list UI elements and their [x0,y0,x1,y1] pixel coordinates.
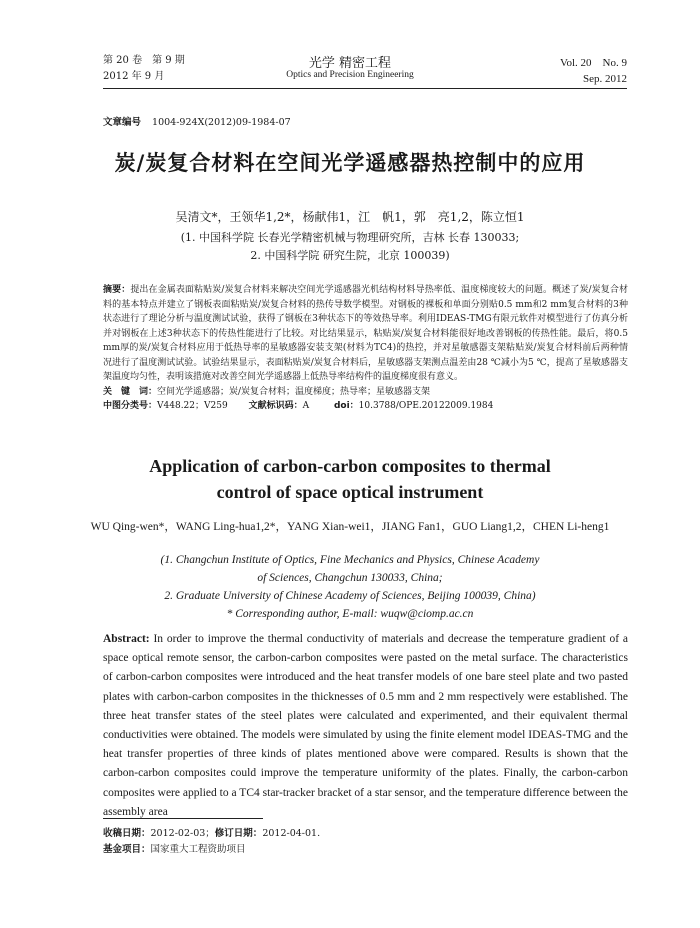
journal-name-en: Optics and Precision Engineering [286,70,414,80]
abstract-en [103,630,628,822]
affiliation-en-1: (1. Changchun Institute of Optics, Fine Mechanics and Physics, Chinese Academy [160,554,540,566]
header-vol-no: Vol. 20 No. 9 [559,57,627,69]
abstract-en-label: Abstract: [103,633,150,645]
journal-name-cn: 光学 精密工程 [308,56,392,71]
affiliation-en-2: 2. Graduate University of Chinese Academy of Sciences, Beijing 100039, China) [164,590,536,602]
article-number-value: 1004-924X(2012)09-1984-07 [152,117,291,128]
abstract-en-text: In order to improve the thermal conductivity of materials and decrease the temperature gradient of a space optical remote sensor, the carbon-carbon composites were pasted on the metal surface. The characteristics of carbon-carbon composites were introduced and the heat transfer models of one bare steel plate and two pasted plates with carbon-carbon composites in the thicknesses of 0.5 mm and 2 mm respectively were established. The three heat transfer states of the steel plates were calculated and experimented, and their equivalent thermal conductivities were obtained. The models were simulated by using the finite element model IDEAS-TMG and the heat transfer properties of three kinds of plates mentioned above were compared. Results is shown that the carbon-carbon composites could improve the temperature uniformity of the plates. Finally, the carbon-carbon composites were applied to a TC4 star-tracker bracket of a star sensor, and the temperature difference between the assembly area [103,633,628,818]
affiliation-cn-1: (1. 中国科学院 长春光学精密机械与物理研究所，吉林 长春 130033; [180,231,520,244]
footnote-fund [103,842,628,858]
doc-code-value: A [302,401,310,411]
affiliations-cn [0,229,700,265]
footnote [103,826,628,858]
header-volume-issue: 第 20 卷 第 9 期 [103,55,185,66]
corresponding-author: * Corresponding author, E-mail: wuqw@ciomp.ac.cn [226,608,474,620]
title-en [0,453,700,505]
clc-value: V448.22；V259 [157,401,228,411]
article-number [103,114,291,128]
revised-label: 修订日期： [214,828,263,839]
classification-line [103,399,628,414]
authors-en: WU Qing-wen*，WANG Ling-hua1,2*，YANG Xian-wei1，JIANG Fan1，GUO Liang1,2，CHEN Li-heng1 [90,521,610,533]
title-en-line-2: control of space optical instrument [216,482,484,502]
doi-value: 10.3788/OPE.20122009.1984 [358,401,494,411]
affiliations-en [0,551,700,623]
affiliation-en-1-cont: of Sciences, Changchun 130033, China; [257,572,443,584]
keywords-cn-text: 空间光学遥感器；炭/炭复合材料；温度梯度；热导率；星敏感器支架 [157,386,431,397]
title-en-line-1: Application of carbon-carbon composites to thermal [149,456,551,476]
footnote-rule [103,818,263,819]
footnote-dates [103,826,628,842]
fund-label: 基金项目： [103,844,151,855]
article-number-label: 文章编号 [103,117,142,128]
keywords-cn [103,385,628,400]
received-label: 收稿日期： [103,828,151,839]
header-date: 2012 年 9 月 [103,71,165,82]
abstract-cn-label: 摘要： [103,285,131,295]
keywords-cn-label: 关 键 词： [103,386,158,397]
header-rule [103,88,627,89]
abstract-cn-text: 提出在金属表面粘贴炭/炭复合材料来解决空间光学遥感器光机结构材料导热率低、温度梯度较大的问题。概述了炭/炭复合材料的基本特点并建立了钢板表面粘贴炭/炭复合材料的热传导数学模型。对钢板的裸板和单面分别贴0.5 mm和2 mm复合材料的3种状态进行了理论分析与温度测试试验，获得了钢板在3种状态下的等效热导率。利用IDEAS-TMG有限元软件对模型进行了仿真分析并对钢板在上述3种状态下的传热性能进行了比较。对比结果显示，粘贴炭/炭复合材料能很好地改善钢板的传热性能。最后，将0.5 mm厚的炭/炭复合材料应用于低热导率的星敏感器安装支架(材料为TC4)的热控，并对星敏感器支架粘贴炭/炭复合材料前后两种情况进行了温度测试试验。试验结果显示，表面粘贴炭/炭复合材料后，星敏感器支架测点温差由28 ℃减小为5 ℃，提高了星敏感器支架温度均匀性，表明该措施对改善空间光学遥感器上低热导率结构件的温度梯度很有意义。 [103,285,628,382]
authors-cn: 吴清文*，王领华1,2*，杨献伟1，江 帆1，郭 亮1,2，陈立恒1 [175,210,525,224]
title-cn: 炭/炭复合材料在空间光学遥感器热控制中的应用 [114,151,586,175]
fund-value: 国家重大工程资助项目 [150,844,246,855]
revised-value: 2012-04-01. [262,828,321,839]
affiliation-cn-2: 2. 中国科学院 研究生院，北京 100039) [250,249,450,262]
header-month: Sep. 2012 [583,73,627,85]
doc-code-label: 文献标识码： [248,401,303,411]
abstract-cn [103,283,628,414]
clc-label: 中图分类号： [103,401,158,411]
received-value: 2012-02-03； [150,828,215,839]
doi-label: doi： [333,401,359,411]
